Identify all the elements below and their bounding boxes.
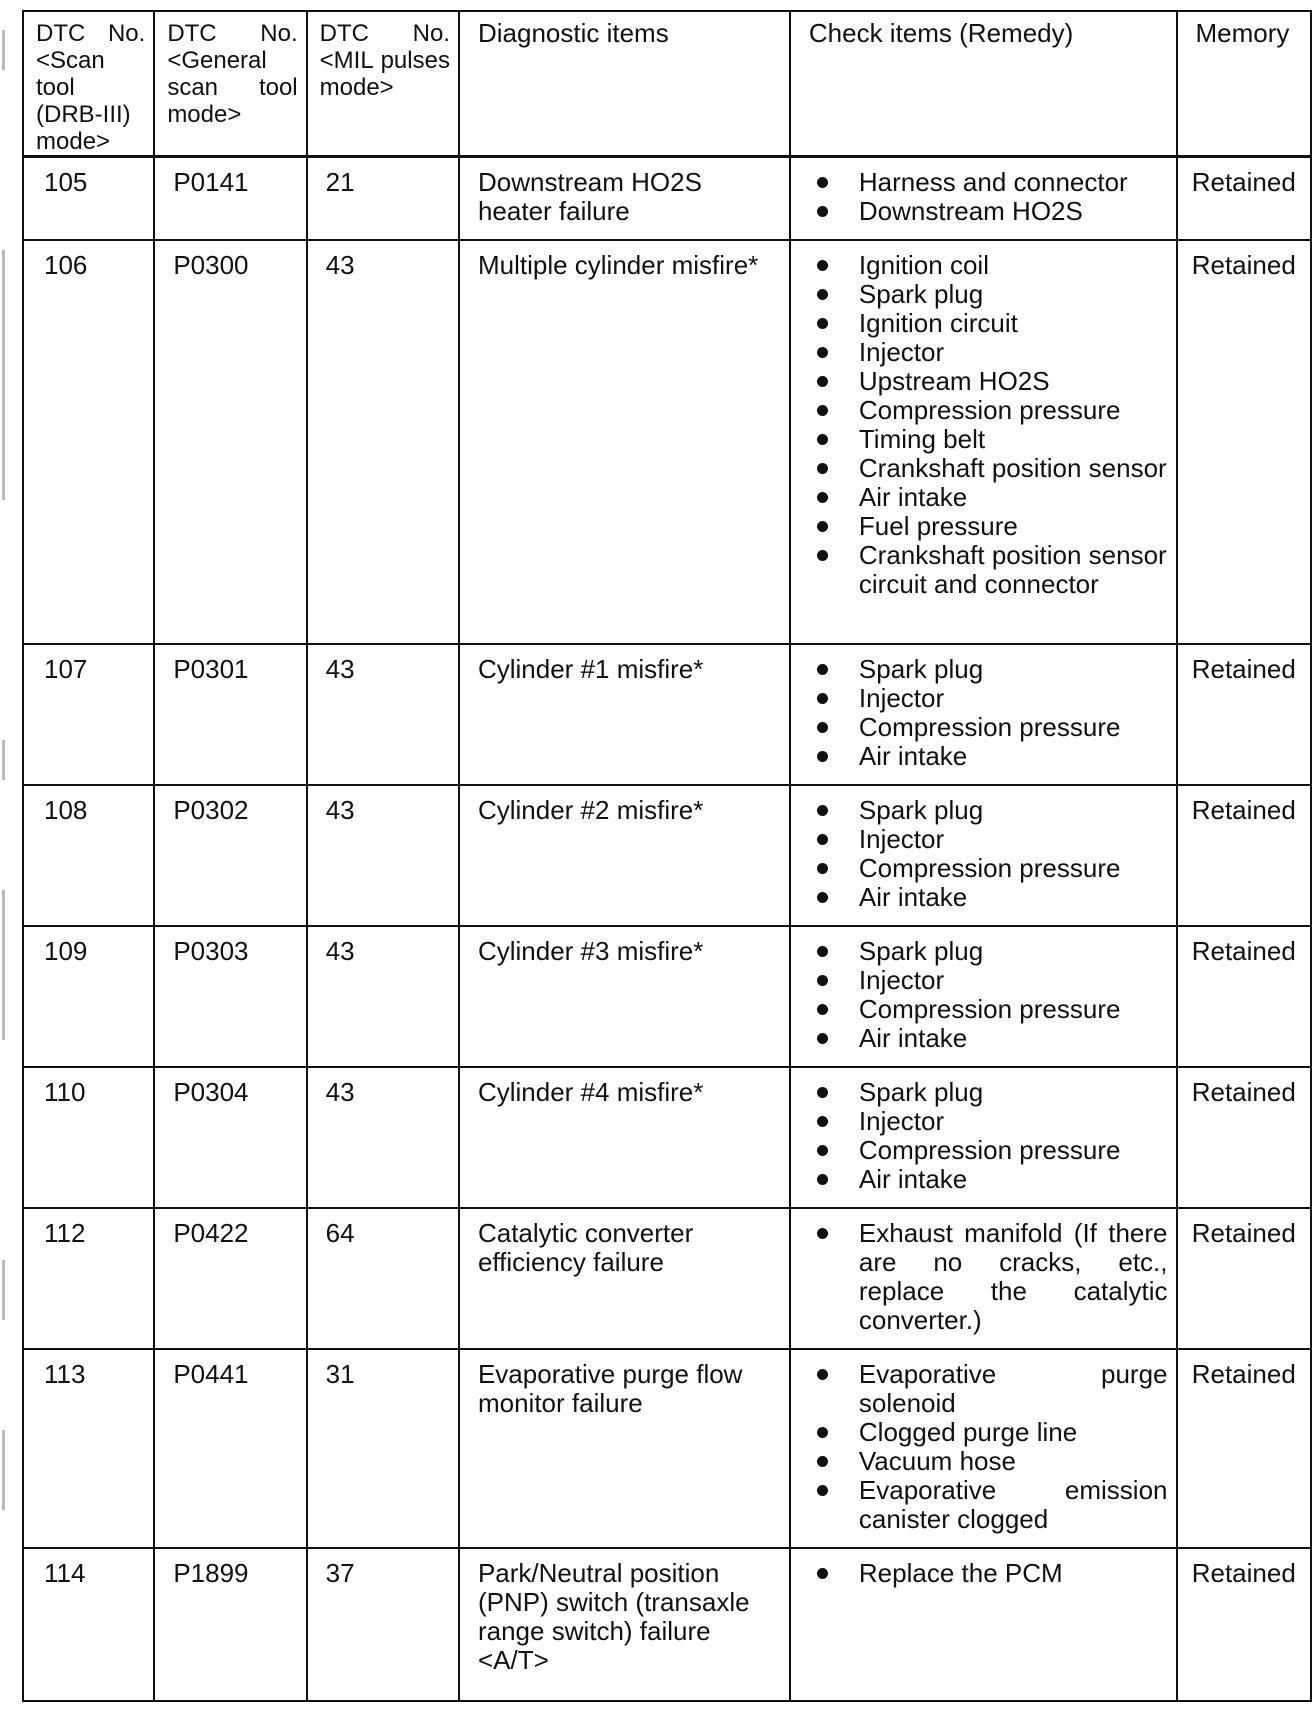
mil-pulses-dtc: 43 [307,240,459,644]
check-item-text: Replace the PCM [858,1558,1063,1589]
check-item-text: Exhaust manifold (If there are no cracks, etc., replace the catalytic converter.) [858,1218,1168,1336]
memory-status: Retained [1177,644,1312,785]
check-item-text: Compression pressure [858,711,1121,742]
table-row [23,1208,1311,1349]
bullet-icon [817,863,828,874]
general-scan-tool-dtc: P0300 [154,240,306,644]
diagnostic-item: Downstream HO2S heater failure [459,157,790,240]
bullet-icon [817,347,828,358]
scan-tool-dtc: 110 [23,1067,154,1208]
check-item [809,684,1168,713]
dtc-table [22,10,1312,1702]
scan-tool-dtc: 114 [23,1548,154,1701]
check-items-list [809,251,1168,599]
general-scan-tool-dtc: P0303 [154,926,306,1067]
check-item [809,396,1168,425]
check-item-text: Ignition coil [858,249,989,280]
bullet-icon [817,722,828,733]
check-item [809,1078,1168,1107]
scan-margin-mark [2,1260,5,1320]
memory-status: Retained [1177,926,1312,1067]
check-item-text: Air intake [858,1164,968,1195]
check-item [809,251,1168,280]
check-item [809,995,1168,1024]
check-item [809,425,1168,454]
scan-tool-dtc: 106 [23,240,154,644]
bullet-icon [817,206,828,217]
mil-pulses-dtc: 64 [307,1208,459,1349]
check-item [809,168,1168,197]
check-item-text: Clogged purge line [858,1417,1078,1448]
diagnostic-item: Multiple cylinder misfire* [459,240,790,644]
memory-status: Retained [1177,240,1312,644]
memory-status: Retained [1177,157,1312,240]
bullet-icon [817,1228,828,1239]
table-header [23,11,1311,157]
bullet-icon [817,260,828,271]
bullet-icon [817,751,828,762]
bullet-icon [817,1145,828,1156]
check-item [809,1136,1168,1165]
table-row [23,1349,1311,1548]
bullet-icon [817,1004,828,1015]
check-item [809,309,1168,338]
check-items-cell [790,785,1177,926]
check-item-text: Injector [858,965,945,996]
memory-status: Retained [1177,1208,1312,1349]
diagnostic-item: Evaporative purge flow monitor failure [459,1349,790,1548]
general-scan-tool-dtc: P0302 [154,785,306,926]
bullet-icon [817,463,828,474]
check-item [809,483,1168,512]
header-diagnostic-items: Diagnostic items [459,11,790,157]
check-item [809,280,1168,309]
table-row [23,785,1311,926]
mil-pulses-dtc: 21 [307,157,459,240]
check-items-cell [790,157,1177,240]
table-body [23,157,1311,1702]
check-item-text: Compression pressure [858,1135,1121,1166]
check-item-text: Injector [858,823,945,854]
memory-status: Retained [1177,785,1312,926]
check-item [809,937,1168,966]
table-row [23,1548,1311,1701]
check-items-list [809,937,1168,1053]
bullet-icon [817,1116,828,1127]
bullet-icon [817,1456,828,1467]
memory-status: Retained [1177,1067,1312,1208]
check-item [809,367,1168,396]
header-memory: Memory [1177,11,1312,157]
bullet-icon [817,289,828,300]
check-items-cell [790,1067,1177,1208]
bullet-icon [817,1033,828,1044]
check-item-text: Vacuum hose [858,1446,1016,1477]
header-mil-pulses-dtc: DTC No. <MIL pulses mode> [307,11,459,157]
check-item-text: Air intake [858,1023,968,1054]
check-item-text: Spark plug [858,1077,984,1108]
mil-pulses-dtc: 43 [307,644,459,785]
header-check-items: Check items (Remedy) [790,11,1177,157]
general-scan-tool-dtc: P0304 [154,1067,306,1208]
bullet-icon [817,1369,828,1380]
table-row [23,157,1311,240]
check-items-list [809,796,1168,912]
bullet-icon [817,975,828,986]
check-item [809,1165,1168,1194]
general-scan-tool-dtc: P0141 [154,157,306,240]
check-item [809,541,1168,599]
check-item-text: Spark plug [858,653,984,684]
memory-status: Retained [1177,1349,1312,1548]
mil-pulses-dtc: 43 [307,785,459,926]
check-item-text: Spark plug [858,794,984,825]
diagnostic-item: Cylinder #4 misfire* [459,1067,790,1208]
check-item [809,655,1168,684]
check-item [809,1360,1168,1418]
check-item-text: Compression pressure [858,994,1121,1025]
diagnostic-item: Catalytic converter efficiency failure [459,1208,790,1349]
bullet-icon [817,405,828,416]
bullet-icon [817,318,828,329]
bullet-icon [817,550,828,561]
check-items-cell [790,1208,1177,1349]
check-item-text: Air intake [858,740,968,771]
check-items-list [809,1360,1168,1534]
mil-pulses-dtc: 43 [307,1067,459,1208]
check-item [809,883,1168,912]
check-item-text: Spark plug [858,936,984,967]
check-item-text: Evaporative purge solenoid [858,1359,1168,1419]
table-row [23,240,1311,644]
scan-margin-mark [2,250,5,500]
scan-tool-dtc: 109 [23,926,154,1067]
bullet-icon [817,521,828,532]
check-item-text: Compression pressure [858,852,1121,883]
check-item [809,1418,1168,1447]
check-item [809,1559,1168,1588]
bullet-icon [817,693,828,704]
check-item-text: Air intake [858,481,968,512]
bullet-icon [817,946,828,957]
header-general-scan-tool-dtc: DTC No. <General scan tool mode> [154,11,306,157]
bullet-icon [817,376,828,387]
mil-pulses-dtc: 31 [307,1349,459,1548]
diagnostic-item: Park/Neutral position (PNP) switch (transaxle range switch) failure <A/T> [459,1548,790,1701]
check-items-cell [790,240,1177,644]
check-item [809,512,1168,541]
check-item [809,1447,1168,1476]
check-item-text: Downstream HO2S [858,196,1083,226]
header-scan-tool-dtc: DTC No. <Scan tool (DRB-III) mode> [23,11,154,157]
check-item-text: Crankshaft position sensor circuit and connector [858,539,1167,599]
table-row [23,1067,1311,1208]
bullet-icon [817,892,828,903]
bullet-icon [817,664,828,675]
check-items-cell [790,926,1177,1067]
check-item-text: Evaporative emission canister clogged [858,1475,1168,1535]
check-item [809,1107,1168,1136]
check-item [809,742,1168,771]
check-item-text: Compression pressure [858,394,1121,425]
check-item-text: Crankshaft position sensor [858,452,1167,483]
check-item-text: Air intake [858,881,968,912]
check-items-cell [790,1349,1177,1548]
scan-margin-mark [2,30,5,70]
check-item [809,338,1168,367]
check-item [809,825,1168,854]
scan-tool-dtc: 107 [23,644,154,785]
check-items-list [809,1219,1168,1335]
check-items-cell [790,1548,1177,1701]
memory-status: Retained [1177,1548,1312,1701]
check-item [809,796,1168,825]
mil-pulses-dtc: 37 [307,1548,459,1701]
check-item [809,1476,1168,1534]
mil-pulses-dtc: 43 [307,926,459,1067]
bullet-icon [817,492,828,503]
bullet-icon [817,1427,828,1438]
bullet-icon [817,834,828,845]
check-item [809,1219,1168,1335]
bullet-icon [817,434,828,445]
bullet-icon [817,1174,828,1185]
check-item-text: Upstream HO2S [858,365,1050,396]
table-row [23,926,1311,1067]
check-item-text: Injector [858,1106,945,1137]
check-items-cell [790,644,1177,785]
check-item [809,713,1168,742]
check-items-list [809,1078,1168,1194]
scan-margin-mark [2,1430,5,1510]
check-item-text: Injector [858,682,945,713]
diagnostic-item: Cylinder #3 misfire* [459,926,790,1067]
check-item-text: Fuel pressure [858,510,1018,541]
check-items-list [809,655,1168,771]
check-item [809,197,1168,226]
bullet-icon [817,805,828,816]
check-item [809,854,1168,883]
check-item-text: Spark plug [858,278,984,309]
table-row [23,644,1311,785]
scan-tool-dtc: 112 [23,1208,154,1349]
check-item-text: Harness and connector [858,167,1128,197]
general-scan-tool-dtc: P0301 [154,644,306,785]
check-items-list [809,168,1168,226]
bullet-icon [817,1485,828,1496]
check-item [809,966,1168,995]
bullet-icon [817,177,828,188]
scan-tool-dtc: 113 [23,1349,154,1548]
general-scan-tool-dtc: P1899 [154,1548,306,1701]
check-item-text: Injector [858,336,945,367]
check-item-text: Timing belt [858,423,986,454]
check-item-text: Ignition circuit [858,307,1018,338]
scan-tool-dtc: 105 [23,157,154,240]
bullet-icon [817,1568,828,1579]
check-item [809,454,1168,483]
check-items-list [809,1559,1168,1588]
diagnostic-item: Cylinder #2 misfire* [459,785,790,926]
scan-margin-mark [2,740,5,780]
general-scan-tool-dtc: P0422 [154,1208,306,1349]
scan-tool-dtc: 108 [23,785,154,926]
general-scan-tool-dtc: P0441 [154,1349,306,1548]
check-item [809,1024,1168,1053]
scan-margin-mark [2,890,5,1040]
bullet-icon [817,1087,828,1098]
diagnostic-item: Cylinder #1 misfire* [459,644,790,785]
